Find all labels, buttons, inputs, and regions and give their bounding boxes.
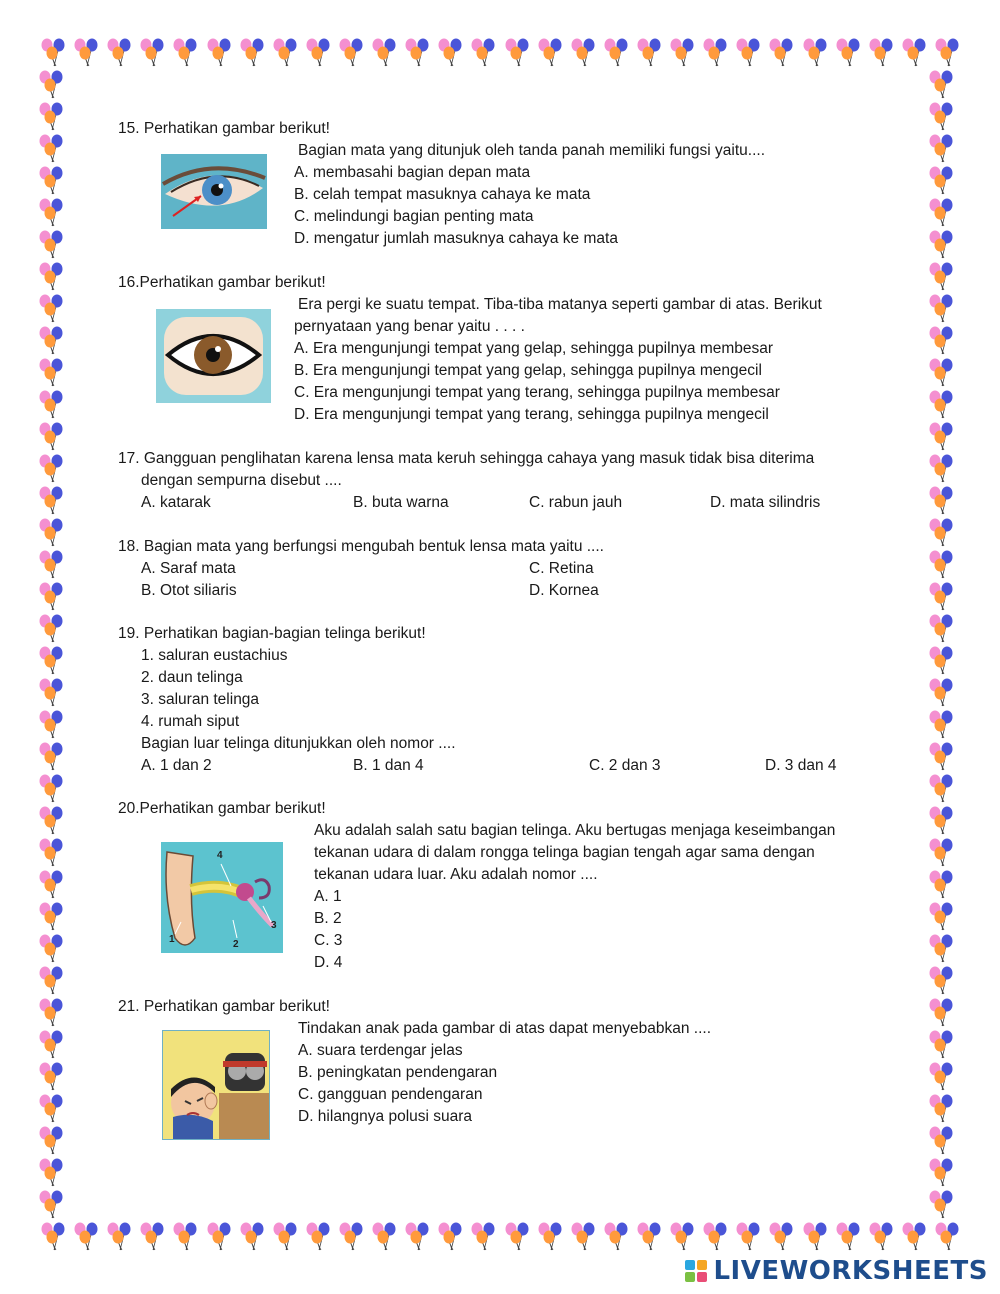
balloon-icon [139,1222,165,1252]
q19-prompt: Bagian luar telinga ditunjukkan oleh nomor .... [141,735,456,752]
balloon-icon [38,646,64,676]
balloon-icon [38,550,64,580]
q15-option[interactable]: C. melindungi bagian penting mata [294,208,534,225]
balloon-icon [40,38,66,68]
balloon-icon [928,1158,954,1188]
q19-option[interactable]: B. 1 dan 4 [353,757,424,774]
balloon-icon [928,806,954,836]
balloon-icon [38,70,64,100]
balloon-icon [38,742,64,772]
q18-option[interactable]: D. Kornea [529,582,599,599]
balloon-icon [38,134,64,164]
ear-label: 3 [271,920,277,931]
balloon-icon [404,1222,430,1252]
balloon-icon [38,166,64,196]
q20-title: 20.Perhatikan gambar berikut! [118,800,326,817]
balloon-icon [338,38,364,68]
balloon-icon [570,38,596,68]
balloon-icon [40,1222,66,1252]
balloon-icon [38,230,64,260]
q15-eye-image [161,154,267,229]
balloon-icon [928,934,954,964]
balloon-icon [338,1222,364,1252]
balloon-icon [38,454,64,484]
balloon-icon [928,102,954,132]
balloon-icon [504,1222,530,1252]
q19-title: 19. Perhatikan bagian-bagian telinga berikut! [118,625,426,642]
balloon-icon [928,134,954,164]
balloon-icon [802,38,828,68]
balloon-icon [371,1222,397,1252]
balloon-icon [437,1222,463,1252]
balloon-icon [139,38,165,68]
balloon-icon [901,38,927,68]
balloon-icon [928,390,954,420]
q20-option[interactable]: A. 1 [314,888,342,905]
balloon-border-top [40,38,960,72]
balloon-icon [371,38,397,68]
liveworksheets-icon [685,1260,707,1282]
balloon-icon [868,38,894,68]
q16-option[interactable]: A. Era mengunjungi tempat yang gelap, sehingga pupilnya membesar [294,340,774,357]
balloon-icon [928,198,954,228]
q15-title: 15. Perhatikan gambar berikut! [118,120,330,137]
balloon-icon [404,38,430,68]
balloon-icon [928,1094,954,1124]
balloon-icon [603,38,629,68]
balloon-icon [470,38,496,68]
balloon-icon [38,838,64,868]
balloon-icon [636,1222,662,1252]
q21-child-noise-image [162,1030,270,1140]
balloon-icon [504,38,530,68]
q20-ear-diagram [161,842,283,953]
balloon-icon [636,38,662,68]
balloon-icon [928,166,954,196]
q18-title: 18. Bagian mata yang berfungsi mengubah bentuk lensa mata yaitu .... [118,538,604,555]
q21-option[interactable]: B. peningkatan pendengaran [298,1064,498,1081]
q15-option[interactable]: D. mengatur jumlah masuknya cahaya ke mata [294,230,618,247]
balloon-icon [768,1222,794,1252]
balloon-icon [901,1222,927,1252]
q18-option[interactable]: A. Saraf mata [141,560,236,577]
q17-option[interactable]: A. katarak [141,494,211,511]
balloon-icon [928,326,954,356]
balloon-border-bottom [40,1222,960,1256]
liveworksheets-logo[interactable] [685,1256,988,1286]
balloon-icon [38,198,64,228]
balloon-icon [272,1222,298,1252]
q17-option[interactable]: B. buta warna [353,494,449,511]
balloon-icon [38,774,64,804]
balloon-icon [38,102,64,132]
balloon-icon [735,1222,761,1252]
balloon-icon [38,486,64,516]
balloon-icon [868,1222,894,1252]
q16-title: 16.Perhatikan gambar berikut! [118,274,326,291]
q17-option[interactable]: D. mata silindris [710,494,821,511]
balloon-icon [38,294,64,324]
balloon-border-left [38,70,68,1220]
balloon-icon [570,1222,596,1252]
balloon-icon [38,1126,64,1156]
balloon-icon [669,1222,695,1252]
q16-option[interactable]: D. Era mengunjungi tempat yang terang, sehingga pupilnya mengecil [294,406,769,423]
balloon-icon [38,1190,64,1220]
q20-option[interactable]: C. 3 [314,932,343,949]
balloon-icon [928,486,954,516]
balloon-icon [802,1222,828,1252]
q16-eye-image [156,309,271,403]
balloon-icon [928,454,954,484]
balloon-icon [928,1190,954,1220]
q15-option[interactable]: A. membasahi bagian depan mata [294,164,531,181]
balloon-icon [928,966,954,996]
balloon-icon [38,390,64,420]
balloon-icon [928,230,954,260]
ear-label: 2 [233,939,239,950]
balloon-icon [38,518,64,548]
balloon-icon [38,582,64,612]
ear-label: 1 [169,934,175,945]
balloon-icon [470,1222,496,1252]
balloon-icon [928,422,954,452]
q21-option[interactable]: C. gangguan pendengaran [298,1086,483,1103]
balloon-icon [106,38,132,68]
balloon-icon [239,38,265,68]
q16-option[interactable]: C. Era mengunjungi tempat yang terang, sehingga pupilnya membesar [294,384,780,401]
balloon-icon [702,38,728,68]
balloon-icon [38,966,64,996]
q18-option[interactable]: B. Otot siliaris [141,582,237,599]
balloon-icon [928,710,954,740]
balloon-icon [38,614,64,644]
balloon-icon [928,838,954,868]
balloon-icon [206,38,232,68]
balloon-icon [38,870,64,900]
balloon-icon [73,1222,99,1252]
balloon-icon [928,294,954,324]
balloon-icon [38,710,64,740]
balloon-icon [934,1222,960,1252]
q20-prompt: tekanan udara di dalam rongga telinga bagian tengah agar sama dengan [314,844,815,861]
balloon-icon [38,262,64,292]
balloon-icon [38,422,64,452]
balloon-icon [768,38,794,68]
balloon-icon [603,1222,629,1252]
balloon-icon [669,38,695,68]
balloon-border-right [928,70,958,1220]
balloon-icon [928,870,954,900]
balloon-icon [305,38,331,68]
q19-option[interactable]: C. 2 dan 3 [589,757,661,774]
q17-title: 17. Gangguan penglihatan karena lensa mata keruh sehingga cahaya yang masuk tidak bisa diterima [118,450,815,467]
q17-option[interactable]: C. rabun jauh [529,494,623,511]
balloon-icon [928,614,954,644]
q18-option[interactable]: C. Retina [529,560,594,577]
q19-item: 4. rumah siput [141,713,240,730]
balloon-icon [172,1222,198,1252]
q19-item: 2. daun telinga [141,669,243,686]
balloon-icon [272,38,298,68]
balloon-icon [38,998,64,1028]
balloon-icon [928,902,954,932]
balloon-icon [928,774,954,804]
q16-prompt: pernyataan yang benar yaitu . . . . [294,318,525,335]
q21-title: 21. Perhatikan gambar berikut! [118,998,330,1015]
balloon-icon [172,38,198,68]
balloon-icon [928,262,954,292]
brand-name: LIVEWORKSHEETS [713,1256,988,1286]
balloon-icon [928,742,954,772]
q19-option[interactable]: A. 1 dan 2 [141,757,212,774]
q17-title: dengan sempurna disebut .... [141,472,342,489]
balloon-icon [928,582,954,612]
balloon-icon [73,38,99,68]
balloon-icon [934,38,960,68]
q20-option[interactable]: B. 2 [314,910,342,927]
balloon-icon [239,1222,265,1252]
q20-option[interactable]: D. 4 [314,954,343,971]
balloon-icon [305,1222,331,1252]
balloon-icon [928,358,954,388]
balloon-icon [437,38,463,68]
balloon-icon [38,1030,64,1060]
balloon-icon [206,1222,232,1252]
balloon-icon [38,678,64,708]
balloon-icon [537,1222,563,1252]
q19-item: 1. saluran eustachius [141,647,288,664]
balloon-icon [928,1062,954,1092]
balloon-icon [928,646,954,676]
balloon-icon [38,1062,64,1092]
balloon-icon [38,326,64,356]
balloon-icon [38,902,64,932]
balloon-icon [928,550,954,580]
q20-prompt: tekanan udara luar. Aku adalah nomor .... [314,866,598,883]
balloon-icon [928,70,954,100]
q21-option[interactable]: D. hilangnya polusi suara [298,1108,473,1125]
q20-prompt: Aku adalah salah satu bagian telinga. Aku bertugas menjaga keseimbangan [314,822,836,839]
balloon-icon [928,518,954,548]
q19-item: 3. saluran telinga [141,691,260,708]
balloon-icon [702,1222,728,1252]
balloon-icon [928,1126,954,1156]
q21-prompt: Tindakan anak pada gambar di atas dapat menyebabkan .... [298,1020,712,1037]
q15-option[interactable]: B. celah tempat masuknya cahaya ke mata [294,186,591,203]
balloon-icon [38,806,64,836]
q15-prompt: Bagian mata yang ditunjuk oleh tanda panah memiliki fungsi yaitu.... [298,142,766,159]
q16-prompt: Era pergi ke suatu tempat. Tiba-tiba matanya seperti gambar di atas. Berikut [298,296,822,313]
balloon-icon [835,38,861,68]
balloon-icon [38,1094,64,1124]
balloon-icon [38,358,64,388]
balloon-icon [735,38,761,68]
balloon-icon [928,998,954,1028]
balloon-icon [928,1030,954,1060]
balloon-icon [835,1222,861,1252]
q19-option[interactable]: D. 3 dan 4 [765,757,837,774]
q16-option[interactable]: B. Era mengunjungi tempat yang gelap, sehingga pupilnya mengecil [294,362,762,379]
q21-option[interactable]: A. suara terdengar jelas [298,1042,463,1059]
balloon-icon [537,38,563,68]
ear-label: 4 [217,850,223,861]
balloon-icon [928,678,954,708]
balloon-icon [106,1222,132,1252]
balloon-icon [38,934,64,964]
balloon-icon [38,1158,64,1188]
